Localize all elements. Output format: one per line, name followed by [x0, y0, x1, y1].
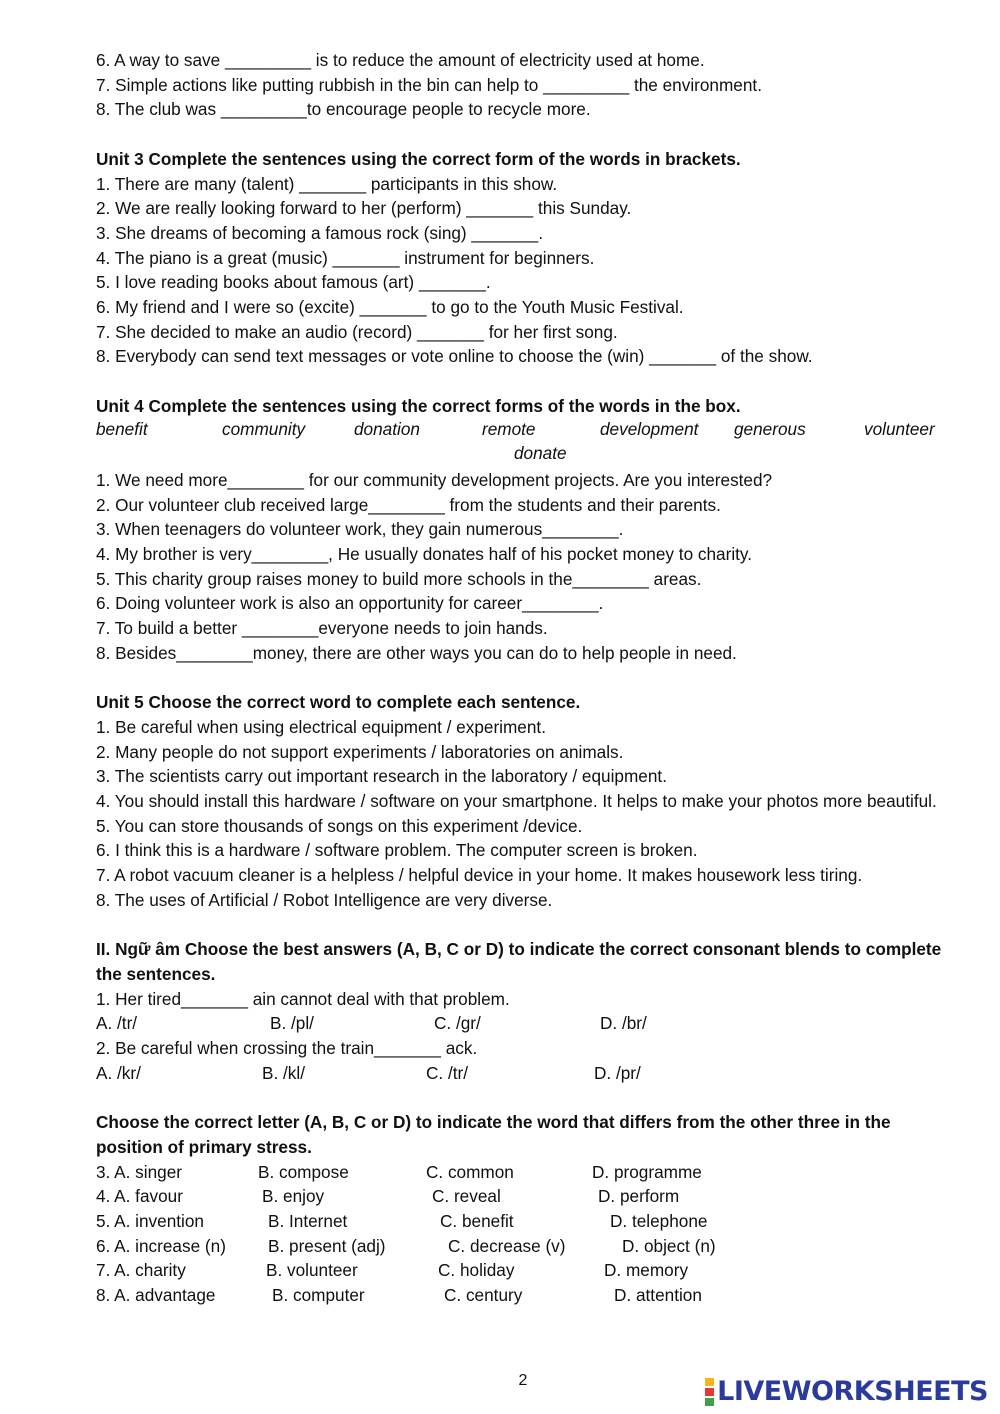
word-box-item: generous: [734, 418, 806, 439]
option-a: 7. A. charity: [96, 1260, 186, 1281]
option-c: C. benefit: [440, 1210, 514, 1231]
word-box-item: donation: [354, 418, 420, 439]
unit4-heading: Unit 4 Complete the sentences using the correct forms of the words in the box.: [96, 395, 741, 416]
question-line: 5. I love reading books about famous (art) _______.: [96, 272, 491, 293]
option-c: C. decrease (v): [448, 1235, 566, 1256]
options-row: [96, 1184, 956, 1209]
option-b: B. Internet: [268, 1210, 348, 1231]
brand-name: LIVEWORKSHEETS: [717, 1376, 988, 1407]
option-b: B. /pl/: [270, 1013, 314, 1034]
question-line: 1. There are many (talent) _______ participants in this show.: [96, 173, 558, 194]
option-d: D. /pr/: [594, 1062, 641, 1083]
unit5-section: [96, 690, 956, 912]
option-b: B. compose: [258, 1161, 349, 1182]
options-row: [96, 1160, 956, 1185]
question-line: 1. We need more________ for our community development projects. Are you interested?: [96, 469, 773, 490]
unit3-heading: Unit 3 Complete the sentences using the correct form of the words in brackets.: [96, 148, 741, 169]
question-line: 2. We are really looking forward to her (perform) _______ this Sunday.: [96, 198, 632, 219]
option-c: C. /gr/: [434, 1013, 481, 1034]
question-line: 3. When teenagers do volunteer work, they gain numerous________.: [96, 519, 624, 540]
phonetics-heading: II. Ngữ âm Choose the best answers (A, B, C or D) to indicate the correct consonant blends to complete the sentences.: [96, 939, 942, 984]
question-line: 8. Besides________money, there are other ways you can do to help people in need.: [96, 642, 737, 663]
question-line: 3. She dreams of becoming a famous rock (sing) _______.: [96, 222, 544, 243]
question-line: 4. My brother is very________, He usually donates half of his pocket money to charity.: [96, 544, 753, 565]
option-a: 6. A. increase (n): [96, 1235, 226, 1256]
liveworksheets-logo: [705, 1376, 988, 1407]
question-line: 5. This charity group raises money to build more schools in the________ areas.: [96, 568, 702, 589]
option-d: D. memory: [604, 1260, 689, 1281]
question-line: 7. A robot vacuum cleaner is a helpless / helpful device in your home. It makes housework less tiring.: [96, 865, 863, 886]
question-line: 2. Our volunteer club received large________ from the students and their parents.: [96, 494, 721, 515]
word-box-item: donate: [514, 443, 567, 464]
stress-heading: Choose the correct letter (A, B, C or D) to indicate the word that differs from the other three in the position of primary stress.: [96, 1112, 891, 1157]
option-c: C. common: [426, 1161, 514, 1182]
option-d: D. telephone: [610, 1210, 708, 1231]
option-c: C. century: [444, 1284, 523, 1305]
question-line: 5. You can store thousands of songs on this experiment /device.: [96, 815, 583, 836]
question-line: 2. Many people do not support experiments / laboratories on animals.: [96, 741, 624, 762]
question-line: 3. The scientists carry out important research in the laboratory / equipment.: [96, 766, 667, 787]
options-row: [96, 1011, 956, 1036]
page-number: 2: [518, 1372, 528, 1389]
question-line: 1. Her tired_______ ain cannot deal with that problem.: [96, 988, 510, 1009]
question-line: 8. The uses of Artificial / Robot Intelligence are very diverse.: [96, 889, 553, 910]
option-d: D. programme: [592, 1161, 702, 1182]
option-a: A. /tr/: [96, 1013, 138, 1034]
option-d: D. perform: [598, 1186, 680, 1207]
question-line: 6. Doing volunteer work is also an opportunity for career________.: [96, 593, 604, 614]
question-line: 6. A way to save _________ is to reduce the amount of electricity used at home.: [96, 50, 705, 70]
options-row: [96, 1283, 956, 1308]
unit3-section: [96, 147, 956, 369]
stress-section: [96, 1110, 956, 1308]
unit2-tail: [96, 48, 956, 122]
unit4-section: [96, 394, 956, 666]
question-line: 2. Be careful when crossing the train_______ ack.: [96, 1038, 478, 1059]
question-line: 8. Everybody can send text messages or vote online to choose the (win) _______ of the show.: [96, 346, 813, 367]
option-a: 4. A. favour: [96, 1186, 183, 1207]
word-box-item: volunteer: [864, 418, 935, 439]
options-row: [96, 1258, 956, 1283]
option-b: B. computer: [272, 1284, 365, 1305]
question-line: 7. To build a better ________everyone needs to join hands.: [96, 618, 548, 639]
phonetics-section: [96, 937, 956, 1085]
question-line: 6. My friend and I were so (excite) _______ to go to the Youth Music Festival.: [96, 297, 684, 318]
option-d: D. object (n): [622, 1235, 716, 1256]
option-b: B. /kl/: [262, 1062, 305, 1083]
options-row: [96, 1234, 956, 1259]
question-line: 4. The piano is a great (music) _______ instrument for beginners.: [96, 247, 595, 268]
question-line: 7. Simple actions like putting rubbish in the bin can help to _________ the environment.: [96, 74, 762, 95]
option-b: B. enjoy: [262, 1186, 325, 1207]
word-box-item: community: [222, 418, 306, 439]
word-box-item: benefit: [96, 418, 148, 439]
question-line: 1. Be careful when using electrical equipment / experiment.: [96, 716, 546, 737]
question-line: 7. She decided to make an audio (record) _______ for her first song.: [96, 321, 618, 342]
option-c: C. reveal: [432, 1186, 501, 1207]
question-line: 4. You should install this hardware / software on your smartphone. It helps to make your photos more beautiful.: [96, 791, 937, 812]
liveworksheets-mark-icon: [705, 1377, 714, 1407]
option-a: 8. A. advantage: [96, 1284, 216, 1305]
option-a: 5. A. invention: [96, 1210, 204, 1231]
option-a: 3. A. singer: [96, 1161, 182, 1182]
worksheet-page: [96, 48, 956, 1308]
option-c: C. holiday: [438, 1260, 515, 1281]
option-d: D. attention: [614, 1284, 702, 1305]
question-line: 6. I think this is a hardware / software problem. The computer screen is broken.: [96, 840, 698, 861]
options-row: [96, 1209, 956, 1234]
word-box: [96, 419, 956, 468]
option-d: D. /br/: [600, 1013, 647, 1034]
option-b: B. present (adj): [268, 1235, 386, 1256]
word-box-item: remote: [482, 418, 536, 439]
question-line: 8. The club was _________to encourage people to recycle more.: [96, 99, 591, 120]
option-c: C. /tr/: [426, 1062, 469, 1083]
option-b: B. volunteer: [266, 1260, 358, 1281]
option-a: A. /kr/: [96, 1062, 141, 1083]
unit5-heading: Unit 5 Choose the correct word to complete each sentence.: [96, 692, 581, 713]
options-row: [96, 1061, 956, 1086]
word-box-item: development: [600, 418, 699, 439]
